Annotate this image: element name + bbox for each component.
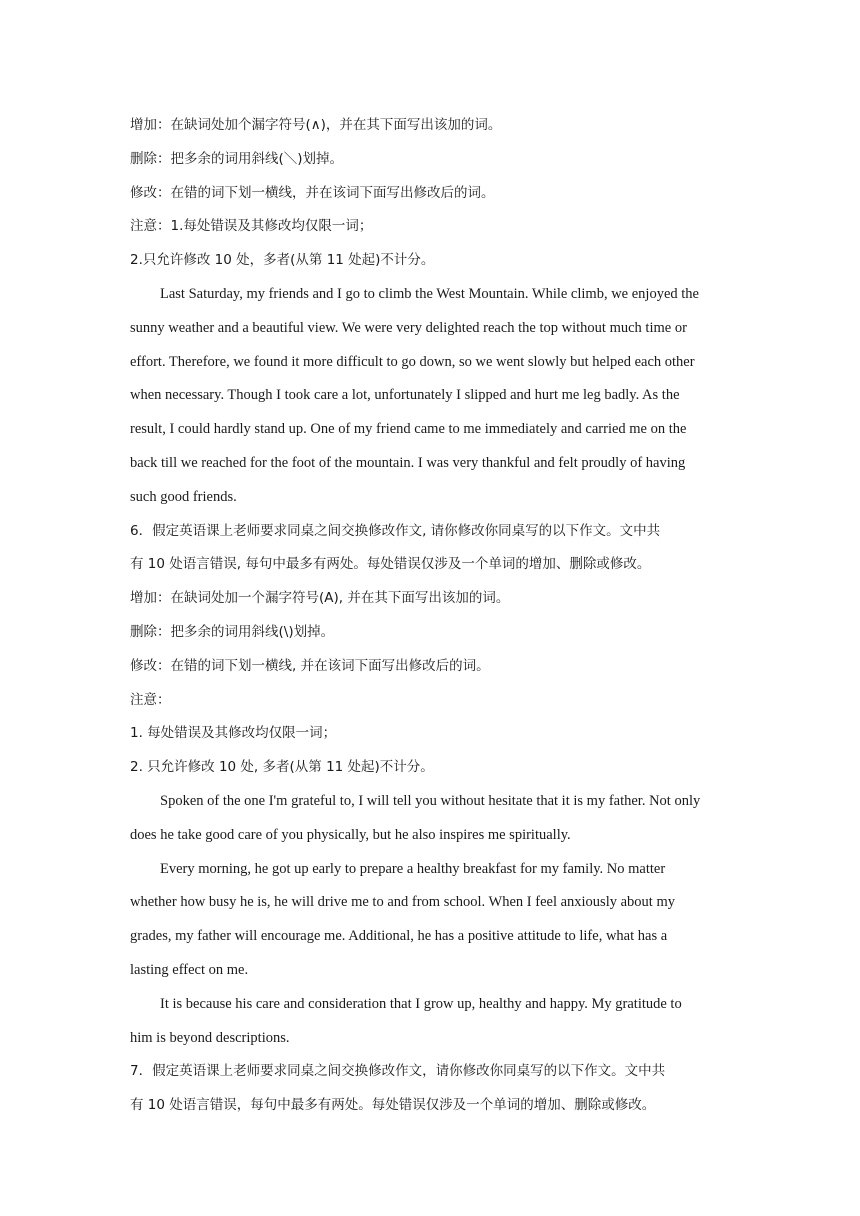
passage-line: such good friends.	[130, 488, 237, 505]
passage-line: It is because his care and consideration that I grow up, healthy and happy. My gratitude to	[160, 995, 682, 1012]
instruction-add: 增加：在缺词处加个漏字符号(∧)，并在其下面写出该加的词。	[130, 117, 502, 133]
document-page	[130, 109, 732, 1123]
passage-line: Every morning, he got up early to prepare a healthy breakfast for my family. No matter	[160, 860, 666, 877]
instruction-modify: 修改：在错的词下划一横线，并在该词下面写出修改后的词。	[130, 184, 495, 201]
instruction-delete: 删除：把多余的词用斜线(\)划掉。	[130, 623, 335, 640]
passage-line: does he take good care of you physically, but he also inspires me spiritually.	[130, 826, 571, 843]
question-7-prompt: 7．假定英语课上老师要求同桌之间交换修改作文，请你修改你同桌写的以下作文。文中共	[130, 1063, 666, 1080]
passage-line: when necessary. Though I took care a lot, unfortunately I slipped and hurt me leg badly. As the	[130, 387, 680, 404]
instruction-limit: 2.只允许修改 10 处，多者(从第 11 处起)不计分。	[130, 252, 435, 269]
instruction-delete: 删除：把多余的词用斜线(＼)划掉。	[130, 150, 344, 167]
passage-line: him is beyond descriptions.	[130, 1029, 290, 1046]
instruction-note: 注意：	[130, 691, 171, 708]
instruction-note: 注意：1.每处错误及其修改均仅限一词；	[130, 218, 373, 235]
passage-line: Spoken of the one I'm grateful to, I will tell you without hesitate that it is my father. Not only	[160, 792, 701, 809]
passage-line: back till we reached for the foot of the mountain. I was very thankful and felt proudly of having	[130, 454, 686, 471]
question-6-prompt: 有 10 处语言错误, 每句中最多有两处。每处错误仅涉及一个单词的增加、删除或修改。	[130, 556, 651, 573]
passage-line: effort. Therefore, we found it more difficult to go down, so we went slowly but helped each other	[130, 353, 695, 370]
passage-line: sunny weather and a beautiful view. We were very delighted reach the top without much time or	[130, 319, 687, 336]
instruction-rule-2: 2. 只允许修改 10 处, 多者(从第 11 处起)不计分。	[130, 759, 434, 776]
passage-line: whether how busy he is, he will drive me to and from school. When I feel anxiously about my	[130, 894, 675, 911]
instruction-add: 增加：在缺词处加一个漏字符号(A), 并在其下面写出该加的词。	[130, 590, 510, 607]
question-6-prompt: 6．假定英语课上老师要求同桌之间交换修改作文, 请你修改你同桌写的以下作文。文中共	[130, 522, 661, 539]
passage-line: grades, my father will encourage me. Additional, he has a positive attitude to life, what has a	[130, 928, 668, 945]
question-7-prompt: 有 10 处语言错误，每句中最多有两处。每处错误仅涉及一个单词的增加、删除或修改。	[130, 1097, 656, 1114]
instruction-rule-1: 1. 每处错误及其修改均仅限一词；	[130, 725, 337, 742]
instruction-modify: 修改：在错的词下划一横线, 并在该词下面写出修改后的词。	[130, 657, 490, 674]
passage-line: result, I could hardly stand up. One of my friend came to me immediately and carried me on the	[130, 421, 687, 438]
passage-line: lasting effect on me.	[130, 961, 249, 978]
passage-line: Last Saturday, my friends and I go to climb the West Mountain. While climb, we enjoyed the	[160, 285, 699, 302]
